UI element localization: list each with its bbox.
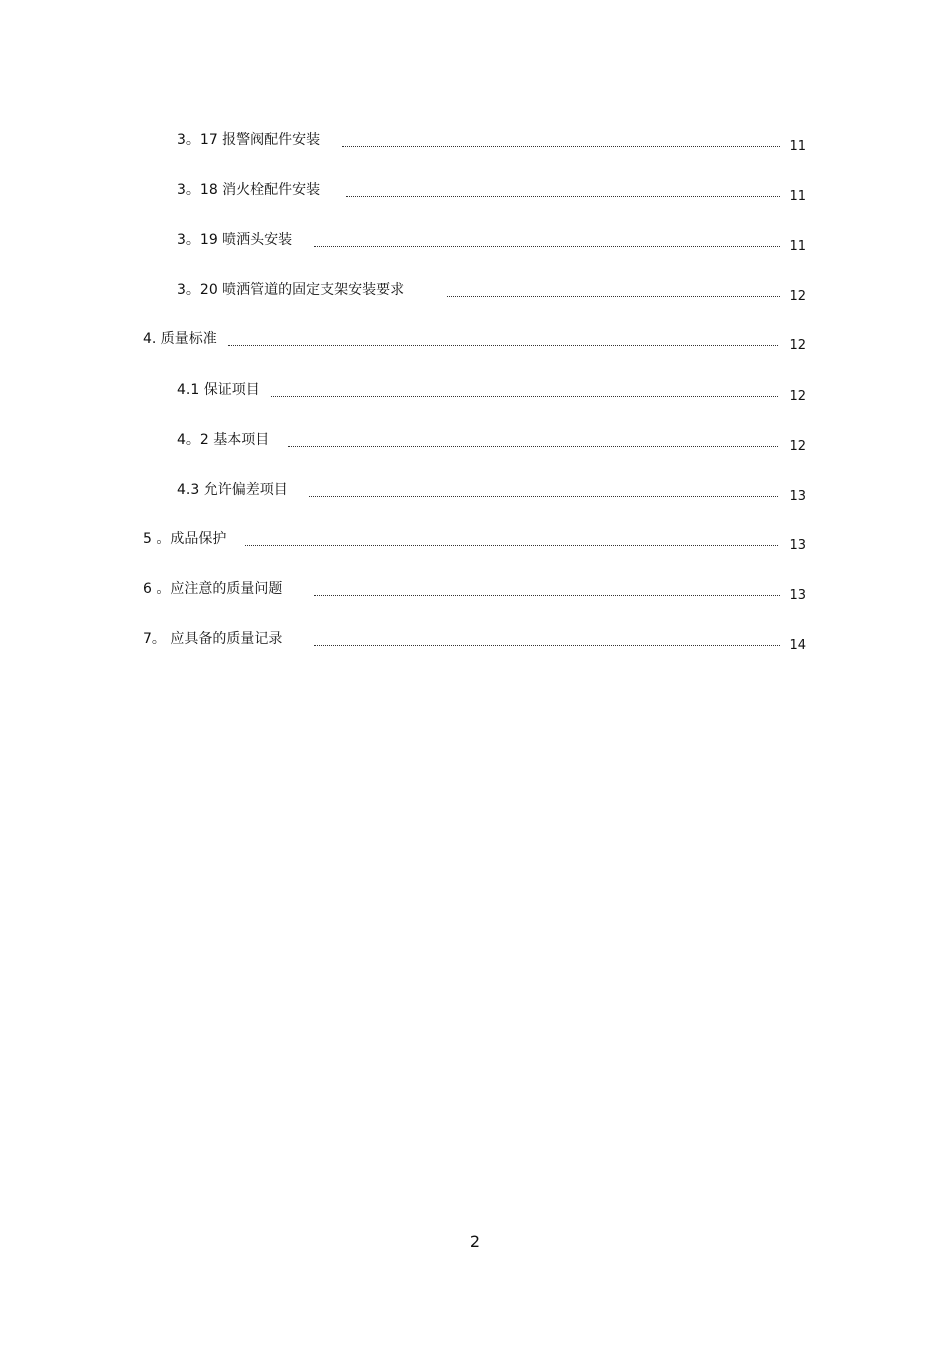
toc-dot-leader bbox=[309, 496, 778, 497]
toc-entry-page: 13 bbox=[789, 489, 806, 504]
toc-dot-leader bbox=[342, 146, 780, 147]
toc-dot-leader bbox=[228, 345, 778, 346]
toc-entry-label: 3。17 报警阀配件安装 bbox=[177, 132, 321, 148]
toc-entry-label: 4.1 保证项目 bbox=[177, 382, 260, 398]
toc-entry-3-19[interactable] bbox=[0, 231, 950, 255]
toc-entry-4-1[interactable] bbox=[0, 381, 950, 405]
toc-entry-label: 5 。成品保护 bbox=[143, 531, 227, 547]
toc-entry-page: 12 bbox=[789, 389, 806, 404]
toc-dot-leader bbox=[314, 595, 780, 596]
toc-dot-leader bbox=[271, 396, 778, 397]
toc-entry-3-20[interactable] bbox=[0, 281, 950, 305]
toc-entry-label: 7。 应具备的质量记录 bbox=[143, 631, 283, 647]
toc-entry-label: 3。20 喷洒管道的固定支架安装要求 bbox=[177, 282, 405, 298]
toc-dot-leader bbox=[346, 196, 780, 197]
toc-entry-label: 3。19 喷洒头安装 bbox=[177, 232, 293, 248]
toc-entry-label: 4. 质量标准 bbox=[143, 331, 217, 347]
toc-entry-3-17[interactable] bbox=[0, 131, 950, 155]
toc-entry-page: 11 bbox=[789, 139, 806, 154]
toc-entry-page: 13 bbox=[789, 538, 806, 553]
toc-dot-leader bbox=[314, 645, 780, 646]
toc-entry-page: 12 bbox=[789, 289, 806, 304]
toc-entry-4-2[interactable] bbox=[0, 431, 950, 455]
toc-entry-4-3[interactable] bbox=[0, 481, 950, 505]
toc-dot-leader bbox=[288, 446, 778, 447]
toc-entry-label: 4.3 允许偏差项目 bbox=[177, 482, 288, 498]
toc-entry-label: 6 。应注意的质量问题 bbox=[143, 581, 283, 597]
toc-entry-6[interactable] bbox=[0, 580, 950, 604]
toc-entry-page: 12 bbox=[789, 439, 806, 454]
toc-entry-page: 11 bbox=[789, 239, 806, 254]
toc-entry-page: 13 bbox=[789, 588, 806, 603]
toc-entry-page: 12 bbox=[789, 338, 806, 353]
toc-dot-leader bbox=[245, 545, 778, 546]
toc-entry-label: 4。2 基本项目 bbox=[177, 432, 270, 448]
toc-dot-leader bbox=[314, 246, 780, 247]
toc-entry-page: 11 bbox=[789, 189, 806, 204]
toc-entry-7[interactable] bbox=[0, 630, 950, 654]
toc-entry-page: 14 bbox=[789, 638, 806, 653]
toc-entry-5[interactable] bbox=[0, 530, 950, 554]
toc-dot-leader bbox=[447, 296, 780, 297]
toc-entry-label: 3。18 消火栓配件安装 bbox=[177, 182, 321, 198]
toc-entry-4[interactable] bbox=[0, 330, 950, 354]
page-number: 2 bbox=[469, 1232, 481, 1251]
toc-entry-3-18[interactable] bbox=[0, 181, 950, 205]
